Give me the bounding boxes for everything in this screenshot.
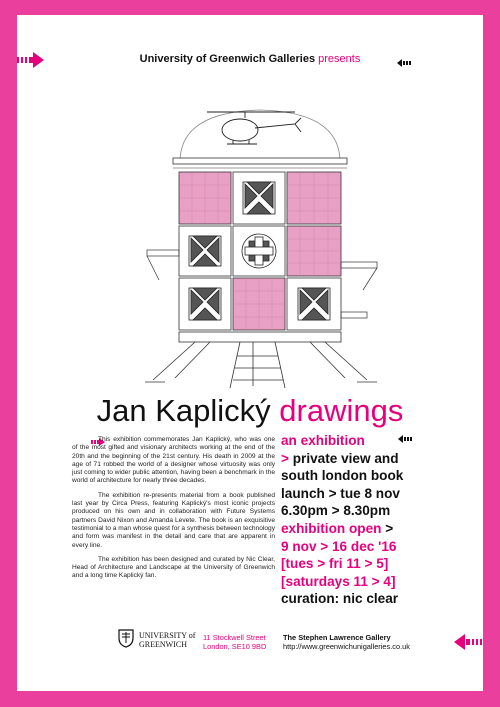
- details-line-3: south london book: [281, 468, 404, 484]
- details-line-5: 6.30pm > 8.30pm: [281, 503, 391, 519]
- gallery-name: The Stephen Lawrence Gallery: [283, 633, 391, 642]
- details-line-9: [saturdays 11 > 4]: [281, 573, 396, 589]
- address-line-1: 11 Stockwell Street: [203, 633, 266, 642]
- details-line-1: an exhibition: [281, 433, 365, 448]
- details-line-10: curation: nic clear: [281, 591, 399, 607]
- details-line-2: > private view and: [281, 450, 399, 466]
- logo-line-1: UNIVERSITY of: [139, 631, 196, 640]
- title-word: drawings: [279, 393, 404, 428]
- architectural-drawing: [135, 90, 385, 390]
- address: [203, 633, 266, 651]
- body-text: [72, 436, 275, 587]
- university-logo: [139, 631, 195, 649]
- presents-word: presents: [318, 53, 361, 65]
- presenter-name: University of Greenwich Galleries: [139, 53, 316, 65]
- details-line-7: 9 nov > 16 dec '16: [281, 538, 397, 554]
- details-line-6: exhibition open >: [281, 520, 394, 536]
- arrow-left-icon: [397, 59, 413, 67]
- arrow-left-icon: [454, 633, 483, 651]
- details-line-4: launch > tue 8 nov: [281, 485, 400, 501]
- poster-inner: [17, 15, 483, 691]
- address-line-2: London, SE10 9BD: [203, 642, 267, 651]
- university-crest-icon: [117, 628, 135, 648]
- event-details: [281, 432, 481, 608]
- details-line-8: [tues > fri 11 > 5]: [281, 556, 389, 572]
- logo-line-2: GREENWICH: [139, 640, 187, 649]
- body-paragraph-1: This exhibition commemorates Jan Kaplický, who was one of the most gifted and visionary architects working at the end of the 20th and the beginning of the 21st century. His death in 2009 at the age of 71 robbed the world of a designer whose virtuosity was only just coming to wider public attention, having been a benchmark in the world of architecture for nearly three decades.: [72, 436, 275, 485]
- helicopter-icon: [207, 112, 301, 144]
- page-title: [17, 393, 483, 429]
- gallery-url[interactable]: http://www.greenwichunigalleries.co.uk: [283, 642, 410, 651]
- body-paragraph-2: The exhibition re-presents material from a book published last year by Circa Press, featuring Kaplický's most iconic projects produced on his own and in collaboration with Future Systems partners David Nixon and Amanda Levete. The book is an exquisitive testimonial to a man whose quest for a synthesis between technology and form was manifest in the detail and care that are apparent in every line.: [72, 491, 275, 549]
- body-paragraph-3: The exhibition has been designed and curated by Nic Clear, Head of Architecture and Landscape at the University of Greenwich and a long time Kaplický fan.: [72, 555, 275, 580]
- presents-line: [17, 53, 483, 65]
- title-name: Jan Kaplický: [96, 393, 271, 428]
- gallery-info: [283, 633, 410, 651]
